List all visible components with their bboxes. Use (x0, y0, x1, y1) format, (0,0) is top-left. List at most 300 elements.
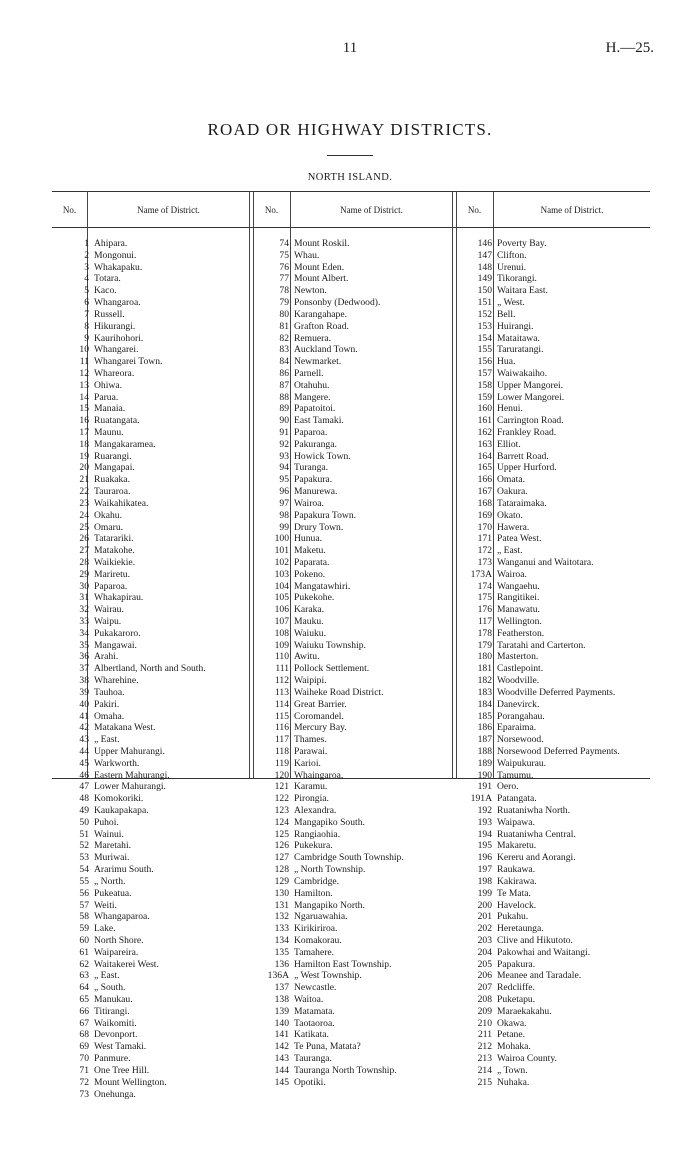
table-row (53, 1077, 252, 1089)
table-row (53, 344, 252, 356)
table-row (456, 262, 655, 274)
district-name: Papakura. (497, 958, 536, 970)
district-name: Paparoa. (294, 427, 328, 438)
district-name: Makaretu. (497, 840, 537, 852)
district-name: Maketu. (294, 545, 326, 557)
table-row (456, 285, 655, 297)
district-number: 24 (79, 509, 89, 521)
district-number: 34 (79, 627, 89, 639)
district-name: Mangapiko North. (294, 899, 365, 911)
district-number: 86 (279, 367, 289, 379)
district-name: Mangapiko South. (294, 816, 365, 828)
table-row (456, 1006, 655, 1018)
district-name: Grafton Road. (294, 320, 349, 332)
district-name: Te Puna, Matata? (294, 1041, 361, 1053)
table-row (253, 722, 452, 734)
district-name: Kaurihohori. (94, 332, 144, 344)
table-row (253, 900, 452, 912)
district-number: 197 (477, 864, 492, 876)
district-number: 5 (84, 285, 89, 297)
district-name: Kirikiriroa. (294, 923, 338, 935)
district-name: Okahu. (94, 509, 122, 521)
district-name: Heretaunga. (497, 923, 544, 935)
table-row (53, 994, 252, 1006)
district-name: Carrington Road. (497, 415, 564, 427)
district-name: Waikahikatea. (94, 497, 149, 509)
district-name: Mangawai. (94, 639, 137, 651)
district-name: Wainui. (94, 828, 124, 840)
table-row (456, 982, 655, 994)
district-name: Norsewood Deferred Payments. (497, 745, 620, 757)
district-number: 80 (279, 308, 289, 320)
table-row (53, 734, 252, 746)
table-row (456, 888, 655, 900)
district-name: Danevirck. (497, 698, 540, 710)
district-number: 183 (477, 686, 492, 698)
district-number: 129 (274, 875, 289, 887)
table-row (253, 687, 452, 699)
district-number: 2 (84, 249, 89, 261)
table-row (456, 959, 655, 971)
table-row (456, 427, 655, 439)
district-number: 207 (477, 982, 492, 994)
district-name: Eastern Mahurangi. (94, 769, 170, 781)
district-number: 120 (274, 769, 289, 781)
district-name: Parnell. (294, 367, 324, 379)
table-row (53, 900, 252, 912)
table-row (253, 333, 452, 345)
table-row (253, 734, 452, 746)
table-row (456, 545, 655, 557)
table-row (456, 510, 655, 522)
district-name: Pukakaroro. (94, 627, 141, 639)
district-name: Ruakaka. (94, 474, 130, 486)
district-name: Katikata. (294, 1029, 329, 1041)
district-number: 171 (477, 533, 492, 545)
page-title: ROAD OR HIGHWAY DISTRICTS. (207, 120, 493, 139)
district-number: 149 (477, 273, 492, 285)
table-row (456, 687, 655, 699)
table-row (456, 533, 655, 545)
table-row (53, 321, 252, 333)
district-number: 154 (477, 332, 492, 344)
district-number: 103 (274, 568, 289, 580)
district-name: Komakorau. (294, 934, 342, 946)
district-name: Ruataniwha North. (497, 805, 571, 816)
district-number: 178 (477, 627, 492, 639)
table-row (53, 876, 252, 888)
district-name: Raukawa. (497, 864, 536, 876)
district-number: 39 (79, 686, 89, 698)
district-name: Te Mata. (497, 887, 531, 899)
table-row (456, 817, 655, 829)
table-row (456, 321, 655, 333)
district-number: 28 (79, 556, 89, 568)
district-name: Clifton. (497, 249, 527, 261)
table-row (53, 1041, 252, 1053)
table-row (253, 947, 452, 959)
district-number: 26 (79, 533, 89, 545)
column-header-name: Name of District. (340, 205, 403, 215)
district-number: 130 (274, 887, 289, 899)
table-column-1 (53, 238, 252, 1100)
table-row (253, 368, 452, 380)
district-number: 198 (477, 875, 492, 887)
district-name: Ponsonby (Dedwood). (294, 297, 381, 309)
district-number: 105 (274, 592, 289, 604)
district-number: 106 (274, 604, 289, 616)
district-number: 195 (477, 840, 492, 852)
district-number: 69 (79, 1041, 89, 1053)
table-row (53, 699, 252, 711)
district-name: Panmure. (94, 1053, 131, 1065)
district-name: West Tamaki. (94, 1041, 147, 1053)
column-header-name: Name of District. (137, 205, 200, 215)
district-number: 35 (79, 639, 89, 651)
district-name: Upper Mangorei. (497, 379, 564, 391)
district-number: 79 (279, 297, 289, 309)
table-row (456, 699, 655, 711)
district-number: 40 (79, 698, 89, 710)
district-number: 116 (274, 722, 289, 734)
table-row (253, 1053, 452, 1065)
table-row (456, 273, 655, 285)
district-name: One Tree Hill. (94, 1064, 150, 1076)
district-number: 78 (279, 285, 289, 297)
district-name: Devonport. (94, 1029, 138, 1041)
district-number: 63 (79, 970, 89, 982)
district-name: Wairoa. (294, 497, 324, 509)
district-number: 114 (274, 698, 289, 710)
table-row (53, 262, 252, 274)
district-number: 157 (477, 367, 492, 379)
table-row (253, 1018, 452, 1030)
district-number: 131 (274, 899, 289, 911)
district-name: Kakirawa. (497, 875, 537, 887)
district-name: Ruataniwha Central. (497, 828, 576, 840)
district-number: 118 (274, 745, 289, 757)
district-number: 139 (274, 1005, 289, 1017)
district-name: Hawera. (497, 521, 530, 533)
table-row (456, 1029, 655, 1041)
district-number: 44 (79, 745, 89, 757)
table-row (456, 911, 655, 923)
district-number: 13 (79, 379, 89, 391)
district-name: Castlepoint. (497, 663, 544, 675)
district-number: 1 (84, 238, 89, 249)
district-name: Cambridge. (294, 875, 340, 887)
district-number: 214 (477, 1064, 492, 1076)
table-row (253, 651, 452, 663)
district-number: 187 (477, 734, 492, 746)
district-name: Maraekakahu. (497, 1005, 552, 1017)
district-name: Waikiekie. (94, 556, 136, 568)
district-name: Tauranga North Township. (294, 1064, 397, 1076)
district-number: 100 (274, 533, 289, 545)
district-name: Featherston. (497, 627, 545, 639)
district-number: 37 (79, 663, 89, 675)
section-subtitle: NORTH ISLAND. (307, 172, 393, 183)
district-name: Okato. (497, 509, 523, 521)
district-number: 29 (79, 568, 89, 580)
district-number: 136A (267, 970, 289, 982)
district-number: 81 (279, 320, 289, 332)
district-number: 145 (274, 1076, 289, 1088)
district-name: Patea West. (497, 533, 542, 545)
table-row (53, 462, 252, 474)
district-number: 193 (477, 816, 492, 828)
district-name: Mohaka. (497, 1041, 531, 1053)
district-name: Lower Mangorei. (497, 391, 565, 403)
district-number: 32 (79, 604, 89, 616)
table-row (253, 663, 452, 675)
district-name: Pakowhai and Waitangi. (497, 946, 591, 958)
district-name: Tauraroa. (94, 486, 131, 498)
table-row (253, 959, 452, 971)
district-name: Mount Albert. (294, 273, 349, 285)
table-row (53, 628, 252, 640)
district-number: 38 (79, 675, 89, 687)
district-name: Waipipi. (294, 675, 327, 687)
district-number: 73 (79, 1088, 89, 1100)
table-row (253, 486, 452, 498)
district-name: Manukau. (94, 994, 133, 1005)
district-number: 82 (279, 332, 289, 344)
district-number: 153 (477, 320, 492, 332)
district-number: 165 (477, 462, 492, 474)
table-row (253, 557, 452, 569)
table-row (456, 474, 655, 486)
district-number: 147 (477, 249, 492, 261)
district-number: 137 (274, 982, 289, 994)
district-name: Mount Roskil. (294, 238, 350, 249)
district-number: 10 (79, 344, 89, 356)
table-row (253, 427, 452, 439)
district-number: 76 (279, 261, 289, 273)
district-number: 169 (477, 509, 492, 521)
district-name: Taruratangi. (497, 344, 544, 356)
table-row (53, 557, 252, 569)
district-name: Mangakaramea. (94, 438, 156, 450)
table-row (253, 415, 452, 427)
table-row (53, 474, 252, 486)
table-row (456, 900, 655, 912)
table-row (456, 380, 655, 392)
table-row (53, 888, 252, 900)
district-name: „ North. (94, 875, 126, 887)
district-number: 185 (477, 710, 492, 722)
table-row (53, 852, 252, 864)
table-row (456, 356, 655, 368)
district-number: 52 (79, 840, 89, 852)
district-name: Matakohe. (94, 545, 135, 557)
table-row (456, 462, 655, 474)
table-row (53, 805, 252, 817)
table-row (253, 628, 452, 640)
district-name: „ East. (497, 545, 523, 557)
table-row (456, 829, 655, 841)
district-number: 158 (477, 379, 492, 391)
district-name: Mangatawhiri. (294, 580, 351, 592)
district-name: Karamu. (294, 781, 328, 793)
table-row (53, 722, 252, 734)
district-number: 144 (274, 1064, 289, 1076)
district-name: Pukeatua. (94, 887, 132, 899)
district-name: Woodville Deferred Payments. (497, 686, 616, 698)
table-row (456, 557, 655, 569)
district-number: 43 (79, 734, 89, 746)
district-number: 160 (477, 403, 492, 415)
table-row (456, 309, 655, 321)
table-row (456, 805, 655, 817)
table-row (53, 817, 252, 829)
district-number: 97 (279, 497, 289, 509)
district-name: Mangapai. (94, 462, 135, 474)
district-name: North Shore. (94, 934, 144, 946)
district-number: 98 (279, 509, 289, 521)
district-name: „ South. (94, 982, 126, 994)
district-number: 143 (274, 1053, 289, 1065)
district-number: 60 (79, 934, 89, 946)
district-name: Waipu. (94, 616, 122, 627)
district-number: 14 (79, 391, 89, 403)
district-name: Ruatangata. (94, 415, 140, 427)
district-name: „ West. (497, 297, 525, 309)
table-row (456, 451, 655, 463)
district-name: Huirangi. (497, 320, 534, 332)
district-name: Maunu. (94, 427, 124, 438)
district-name: Patangata. (497, 793, 537, 805)
district-number: 142 (274, 1041, 289, 1053)
table-row (253, 746, 452, 758)
district-number: 180 (477, 651, 492, 663)
district-name: Pukahu. (497, 911, 529, 923)
district-name: Ahipara. (94, 238, 128, 249)
district-number: 88 (279, 391, 289, 403)
table-row (53, 616, 252, 628)
district-number: 41 (79, 710, 89, 722)
district-name: Whau. (294, 249, 320, 261)
district-number: 110 (274, 651, 289, 663)
district-name: Matamata. (294, 1005, 335, 1017)
district-name: Tauranga. (294, 1053, 332, 1065)
district-number: 127 (274, 852, 289, 864)
district-name: Warkworth. (94, 757, 140, 769)
district-number: 188 (477, 745, 492, 757)
district-number: 125 (274, 828, 289, 840)
table-row (53, 581, 252, 593)
district-name: Drury Town. (294, 521, 344, 533)
table-row (456, 876, 655, 888)
district-number: 96 (279, 486, 289, 498)
district-name: Russell. (94, 308, 125, 320)
district-name: Wairau. (94, 604, 124, 616)
district-name: Waiwakaiho. (497, 367, 548, 379)
district-name: Thames. (294, 734, 327, 746)
district-number: 159 (477, 391, 492, 403)
district-number: 208 (477, 994, 492, 1005)
district-name: Tamahere. (294, 946, 335, 958)
table-row (53, 285, 252, 297)
district-name: Wharehine. (94, 675, 139, 687)
district-number: 179 (477, 639, 492, 651)
district-name: Waipawa. (497, 816, 535, 828)
table-row (456, 333, 655, 345)
district-number: 49 (79, 805, 89, 816)
district-number: 126 (274, 840, 289, 852)
table-row (53, 510, 252, 522)
district-name: Mangere. (294, 391, 331, 403)
district-name: Lake. (94, 923, 116, 935)
table-row (253, 604, 452, 616)
district-name: Tikorangi. (497, 273, 537, 285)
district-number: 200 (477, 899, 492, 911)
table-row (456, 1041, 655, 1053)
district-name: Papatoitoi. (294, 403, 336, 415)
district-number: 113 (274, 686, 289, 698)
table-row (253, 498, 452, 510)
district-number: 94 (279, 462, 289, 474)
district-number: 21 (79, 474, 89, 486)
table-row (253, 403, 452, 415)
district-number: 117 (274, 734, 289, 746)
district-name: Whareora. (94, 367, 135, 379)
column-header-name: Name of District. (540, 205, 604, 215)
district-number: 75 (279, 249, 289, 261)
district-name: Wairoa County. (497, 1053, 557, 1065)
table-row (456, 628, 655, 640)
table-row (253, 770, 452, 782)
district-number: 46 (79, 769, 89, 781)
document-reference: H.—25. (605, 40, 654, 56)
table-row (253, 1065, 452, 1077)
table-row (253, 829, 452, 841)
table-header-rule (52, 227, 650, 228)
district-number: 9 (84, 332, 89, 344)
district-number: 104 (274, 580, 289, 592)
district-name: Parua. (94, 391, 119, 403)
district-name: Howick Town. (294, 450, 351, 462)
table-row (253, 864, 452, 876)
table-row (456, 439, 655, 451)
district-name: Ngaruawahia. (294, 911, 348, 923)
table-row (253, 297, 452, 309)
table-row (253, 1041, 452, 1053)
table-row (53, 959, 252, 971)
district-name: Waitara East. (497, 285, 548, 297)
table-row (253, 793, 452, 805)
district-number: 212 (477, 1041, 492, 1053)
table-row (253, 1029, 452, 1041)
district-name: Henui. (497, 403, 523, 415)
district-name: Frankley Road. (497, 427, 557, 438)
district-number: 15 (79, 403, 89, 415)
district-number: 42 (79, 722, 89, 734)
district-number: 168 (477, 497, 492, 509)
table-row (53, 392, 252, 404)
district-name: Kereru and Aorangi. (497, 852, 576, 864)
table-row (53, 522, 252, 534)
district-number: 91 (279, 427, 289, 438)
district-number: 87 (279, 379, 289, 391)
table-row (53, 770, 252, 782)
district-number: 210 (477, 1017, 492, 1029)
district-name: Pirongia. (294, 793, 329, 805)
table-row (253, 616, 452, 628)
table-row (253, 238, 452, 250)
district-number: 30 (79, 580, 89, 592)
district-number: 209 (477, 1005, 492, 1017)
